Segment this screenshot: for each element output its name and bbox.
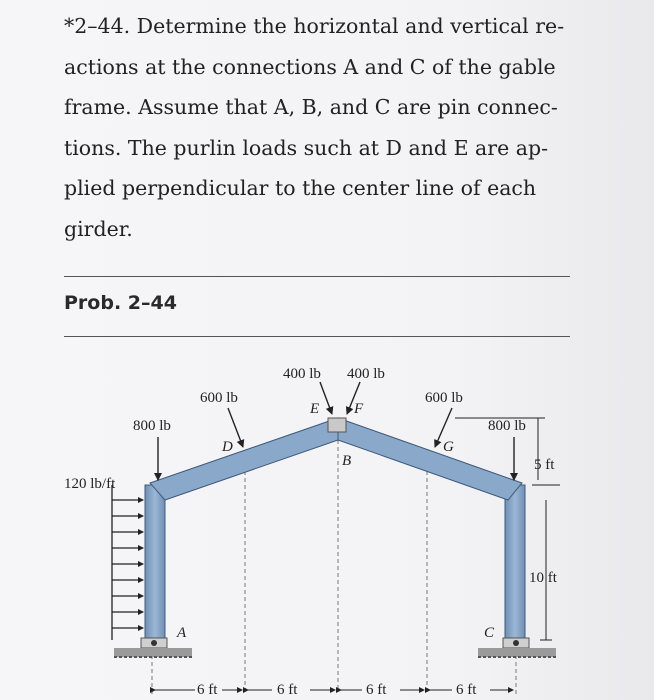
label-400-e: 400 lb xyxy=(283,366,321,382)
problem-line: girder. xyxy=(64,216,133,241)
left-column xyxy=(145,485,165,641)
problem-line: tions. The purlin loads such at D and E are ap- xyxy=(64,135,548,160)
label-800-right: 800 lb xyxy=(488,418,526,434)
distributed-load-arrows xyxy=(112,485,143,640)
point-b: B xyxy=(342,453,352,469)
problem-line: frame. Assume that A, B, and C are pin connec- xyxy=(64,95,558,119)
point-g: G xyxy=(443,439,454,455)
label-span-1: 6 ft xyxy=(197,682,218,698)
problem-line: *2–44. Determine the horizontal and vertical re- xyxy=(64,14,565,38)
left-girder xyxy=(150,418,338,500)
problem-label: Prob. 2–44 xyxy=(64,292,177,314)
pin-b xyxy=(328,418,346,432)
point-d: D xyxy=(222,439,233,455)
right-column xyxy=(505,485,525,641)
arrow-400-e xyxy=(320,382,332,414)
label-distributed-load: 120 lb/ft xyxy=(64,476,116,492)
point-c: C xyxy=(484,625,495,641)
label-span-4: 6 ft xyxy=(456,682,477,698)
point-f: F xyxy=(354,401,364,417)
label-400-f: 400 lb xyxy=(347,366,385,382)
point-e: E xyxy=(310,401,320,417)
problem-line: plied perpendicular to the center line of each xyxy=(64,176,537,200)
label-600-left: 600 lb xyxy=(200,390,238,406)
frame xyxy=(145,418,525,641)
point-a: A xyxy=(177,625,187,641)
problem-line: actions at the connections A and C of the gable xyxy=(64,54,556,79)
label-800-left: 800 lb xyxy=(133,418,171,434)
label-600-right: 600 lb xyxy=(425,390,463,406)
label-span-3: 6 ft xyxy=(366,682,387,698)
label-rise: 5 ft xyxy=(534,457,555,473)
label-column-height: 10 ft xyxy=(529,570,557,586)
label-span-2: 6 ft xyxy=(277,682,298,698)
